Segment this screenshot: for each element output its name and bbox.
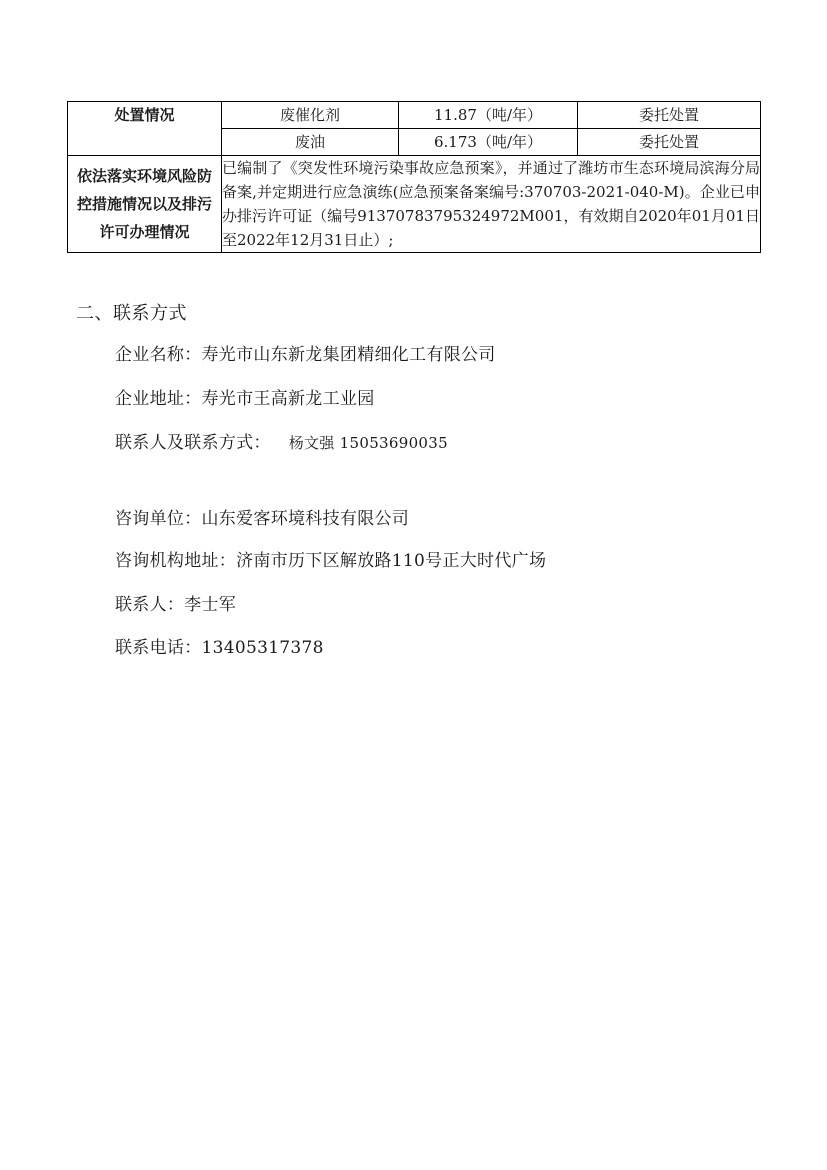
contact-person: 杨文强 15053690035 bbox=[288, 434, 448, 452]
company-address: 寿光市王高新龙工业园 bbox=[201, 389, 375, 409]
consult-phone-line bbox=[115, 633, 324, 658]
waste-item: 废催化剂 bbox=[222, 102, 399, 129]
section-title: 二、联系方式 bbox=[76, 303, 187, 324]
consult-unit-label: 咨询单位： bbox=[115, 509, 202, 529]
consult-address-line bbox=[115, 546, 546, 571]
waste-amount: 11.87（吨/年） bbox=[399, 102, 578, 129]
company-name-line bbox=[115, 340, 496, 365]
consult-unit-line bbox=[115, 504, 409, 529]
contact-person-label: 联系人及联系方式： bbox=[115, 433, 271, 453]
waste-method: 委托处置 bbox=[578, 129, 761, 156]
consult-person-label: 联系人： bbox=[115, 595, 185, 615]
info-table bbox=[67, 101, 761, 253]
risk-header: 依法落实环境风险防控措施情况以及排污许可办理情况 bbox=[68, 156, 222, 253]
consult-phone-label: 联系电话： bbox=[115, 638, 202, 658]
table-row bbox=[68, 102, 761, 129]
disposal-header: 处置情况 bbox=[68, 102, 222, 156]
consult-unit: 山东爱客环境科技有限公司 bbox=[201, 509, 410, 529]
consult-address: 济南市历下区解放路110号正大时代广场 bbox=[236, 551, 547, 571]
consult-address-label: 咨询机构地址： bbox=[115, 551, 237, 571]
table-row bbox=[68, 156, 761, 253]
consult-person: 李士军 bbox=[184, 595, 237, 615]
company-address-line bbox=[115, 384, 375, 409]
consult-person-line bbox=[115, 590, 236, 615]
risk-description: 已编制了《突发性环境污染事故应急预案》，并通过了潍坊市生态环境局滨海分局备案,并定期进行应急演练(应急预案备案编号:370703-2021-040-M)。企业已申办排污许可证（编号91370783795324972M001，有效期自2020年01月01日至2022年12月31日止）; bbox=[222, 156, 761, 253]
company-name: 寿光市山东新龙集团精细化工有限公司 bbox=[201, 345, 496, 365]
company-address-label: 企业地址： bbox=[115, 389, 202, 409]
company-name-label: 企业名称： bbox=[115, 345, 202, 365]
waste-method: 委托处置 bbox=[578, 102, 761, 129]
waste-amount: 6.173（吨/年） bbox=[399, 129, 578, 156]
waste-item: 废油 bbox=[222, 129, 399, 156]
consult-phone: 13405317378 bbox=[201, 638, 324, 658]
contact-person-line bbox=[115, 428, 448, 453]
